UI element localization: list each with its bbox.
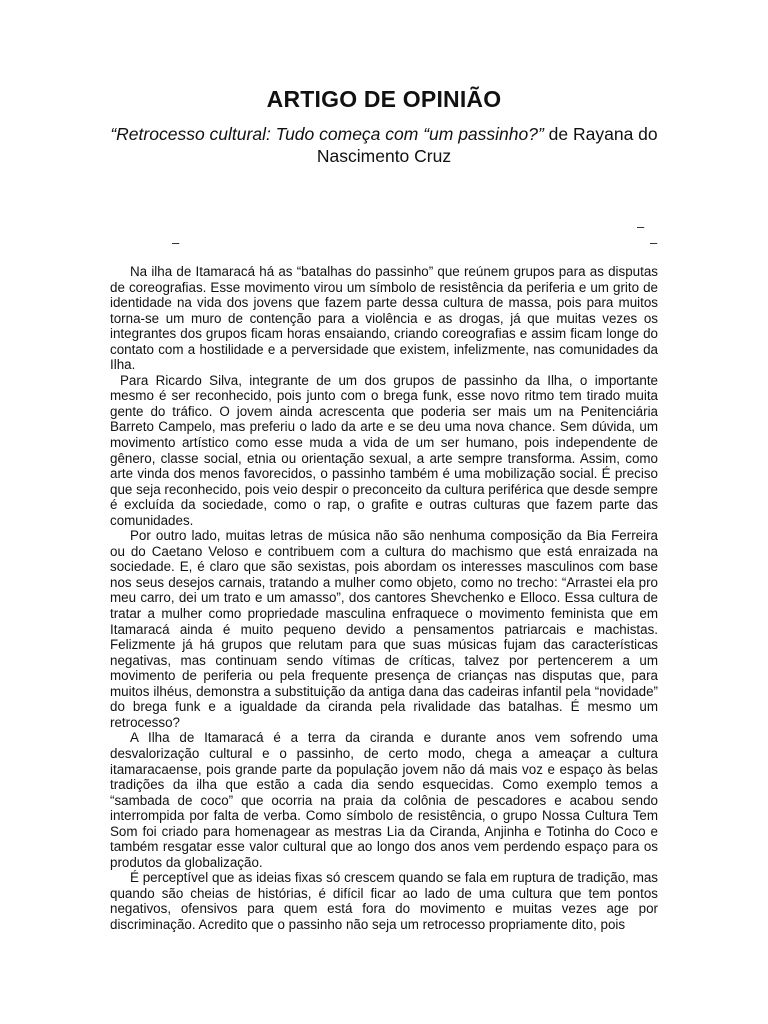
paragraph: É perceptível que as ideias fixas só crescem quando se fala em ruptura de tradição, mas quando são cheias de histórias, é difícil ficar ao lado de uma cultura que tem pontos negativos, ofensivos para quem está fora do movimento e muitas vezes age por discriminação. Acredito que o passinho não seja um retrocesso propriamente dito, pois [110, 870, 658, 932]
article-subtitle [110, 123, 658, 167]
dash-mark: – [637, 219, 645, 234]
article-body [110, 264, 658, 933]
subtitle-author: de Rayana do Nascimento Cruz [316, 124, 658, 166]
dash-mark: – [172, 235, 180, 250]
subtitle-headline: “Retrocesso cultural: Tudo começa com “um passinho?” [110, 124, 544, 144]
dash-mark: – [650, 235, 658, 250]
article-title: ARTIGO DE OPINIÃO [266, 86, 502, 112]
paragraph: A Ilha de Itamaracá é a terra da ciranda e durante anos vem sofrendo uma desvalorização cultural e o passinho, de certo modo, chega a ameaçar a cultura itamaracaense, pois grande parte da população jovem não dá mais voz e espaço às belas tradições da ilha que estão a cada dia sendo esquecidas. Como exemplo temos a “sambada de coco” que ocorria na praia da colônia de pescadores e acabou sendo interrompida por falta de verba. Como símbolo de resistência, o grupo Nossa Cultura Tem Som foi criado para homenagear as mestras Lia da Ciranda, Anjinha e Totinha do Coco e também resgatar esse valor cultural que ao longo dos anos vem perdendo espaço para os produtos da globalização. [110, 730, 658, 870]
paragraph: Por outro lado, muitas letras de música não são nenhuma composição da Bia Ferreira ou do Caetano Veloso e contribuem com a cultura do machismo que está enraizada na sociedade. E, é claro que são sexistas, pois abordam os interesses masculinos com base nos seus desejos carnais, tratando a mulher como objeto, como no trecho: “Arrastei ela pro meu carro, dei um trato e um amasso”, dos cantores Shevchenko e Elloco. Essa cultura de tratar a mulher como propriedade masculina enfraquece o movimento feminista que em Itamaracá ainda é muito pequeno devido a pensamentos patriarcais e machistas. Felizmente já há grupos que relutam para que suas músicas fujam das características negativas, mas continuam sendo vítimas de críticas, talvez por pertencerem a um movimento de periferia ou pela frequente presença de crianças nas disputas que, para muitos ilhéus, demonstra a substituição da antiga dana das cadeiras infantil pela “novidade” do brega funk e a igualdade da ciranda pela rivalidade das batalhas. É mesmo um retrocesso? [110, 528, 658, 730]
paragraph: Na ilha de Itamaracá há as “batalhas do passinho” que reúnem grupos para as disputas de coreografias. Esse movimento virou um símbolo de resistência da periferia e um grito de identidade na vida dos jovens que fazem parte dessa cultura de massa, pois para muitos torna-se um muro de contenção para a violência e as drogas, já que muitas vezes os integrantes dos grupos ficam horas ensaiando, criando coreografias e assim ficam longe do contato com a hostilidade e a perversidade que existem, infelizmente, nas comunidades da Ilha. [110, 264, 658, 373]
paragraph: Para Ricardo Silva, integrante de um dos grupos de passinho da Ilha, o importante mesmo é ser reconhecido, pois junto com o brega funk, esse novo ritmo tem tirado muita gente do tráfico. O jovem ainda acrescenta que poderia ser mais um na Penitenciária Barreto Campelo, mas preferiu o lado da arte e se deu uma nova chance. Sem dúvida, um movimento artístico como esse muda a vida de um ser humano, pois independente de gênero, classe social, etnia ou orientação sexual, a arte sempre transforma. Assim, como arte vinda dos menos favorecidos, o passinho também é uma mobilização social. É preciso que seja reconhecido, pois veio despir o preconceito da cultura periférica que desde sempre é excluída da sociedade, como o rap, o grafite e outras culturas que fazem parte das comunidades. [110, 372, 658, 528]
